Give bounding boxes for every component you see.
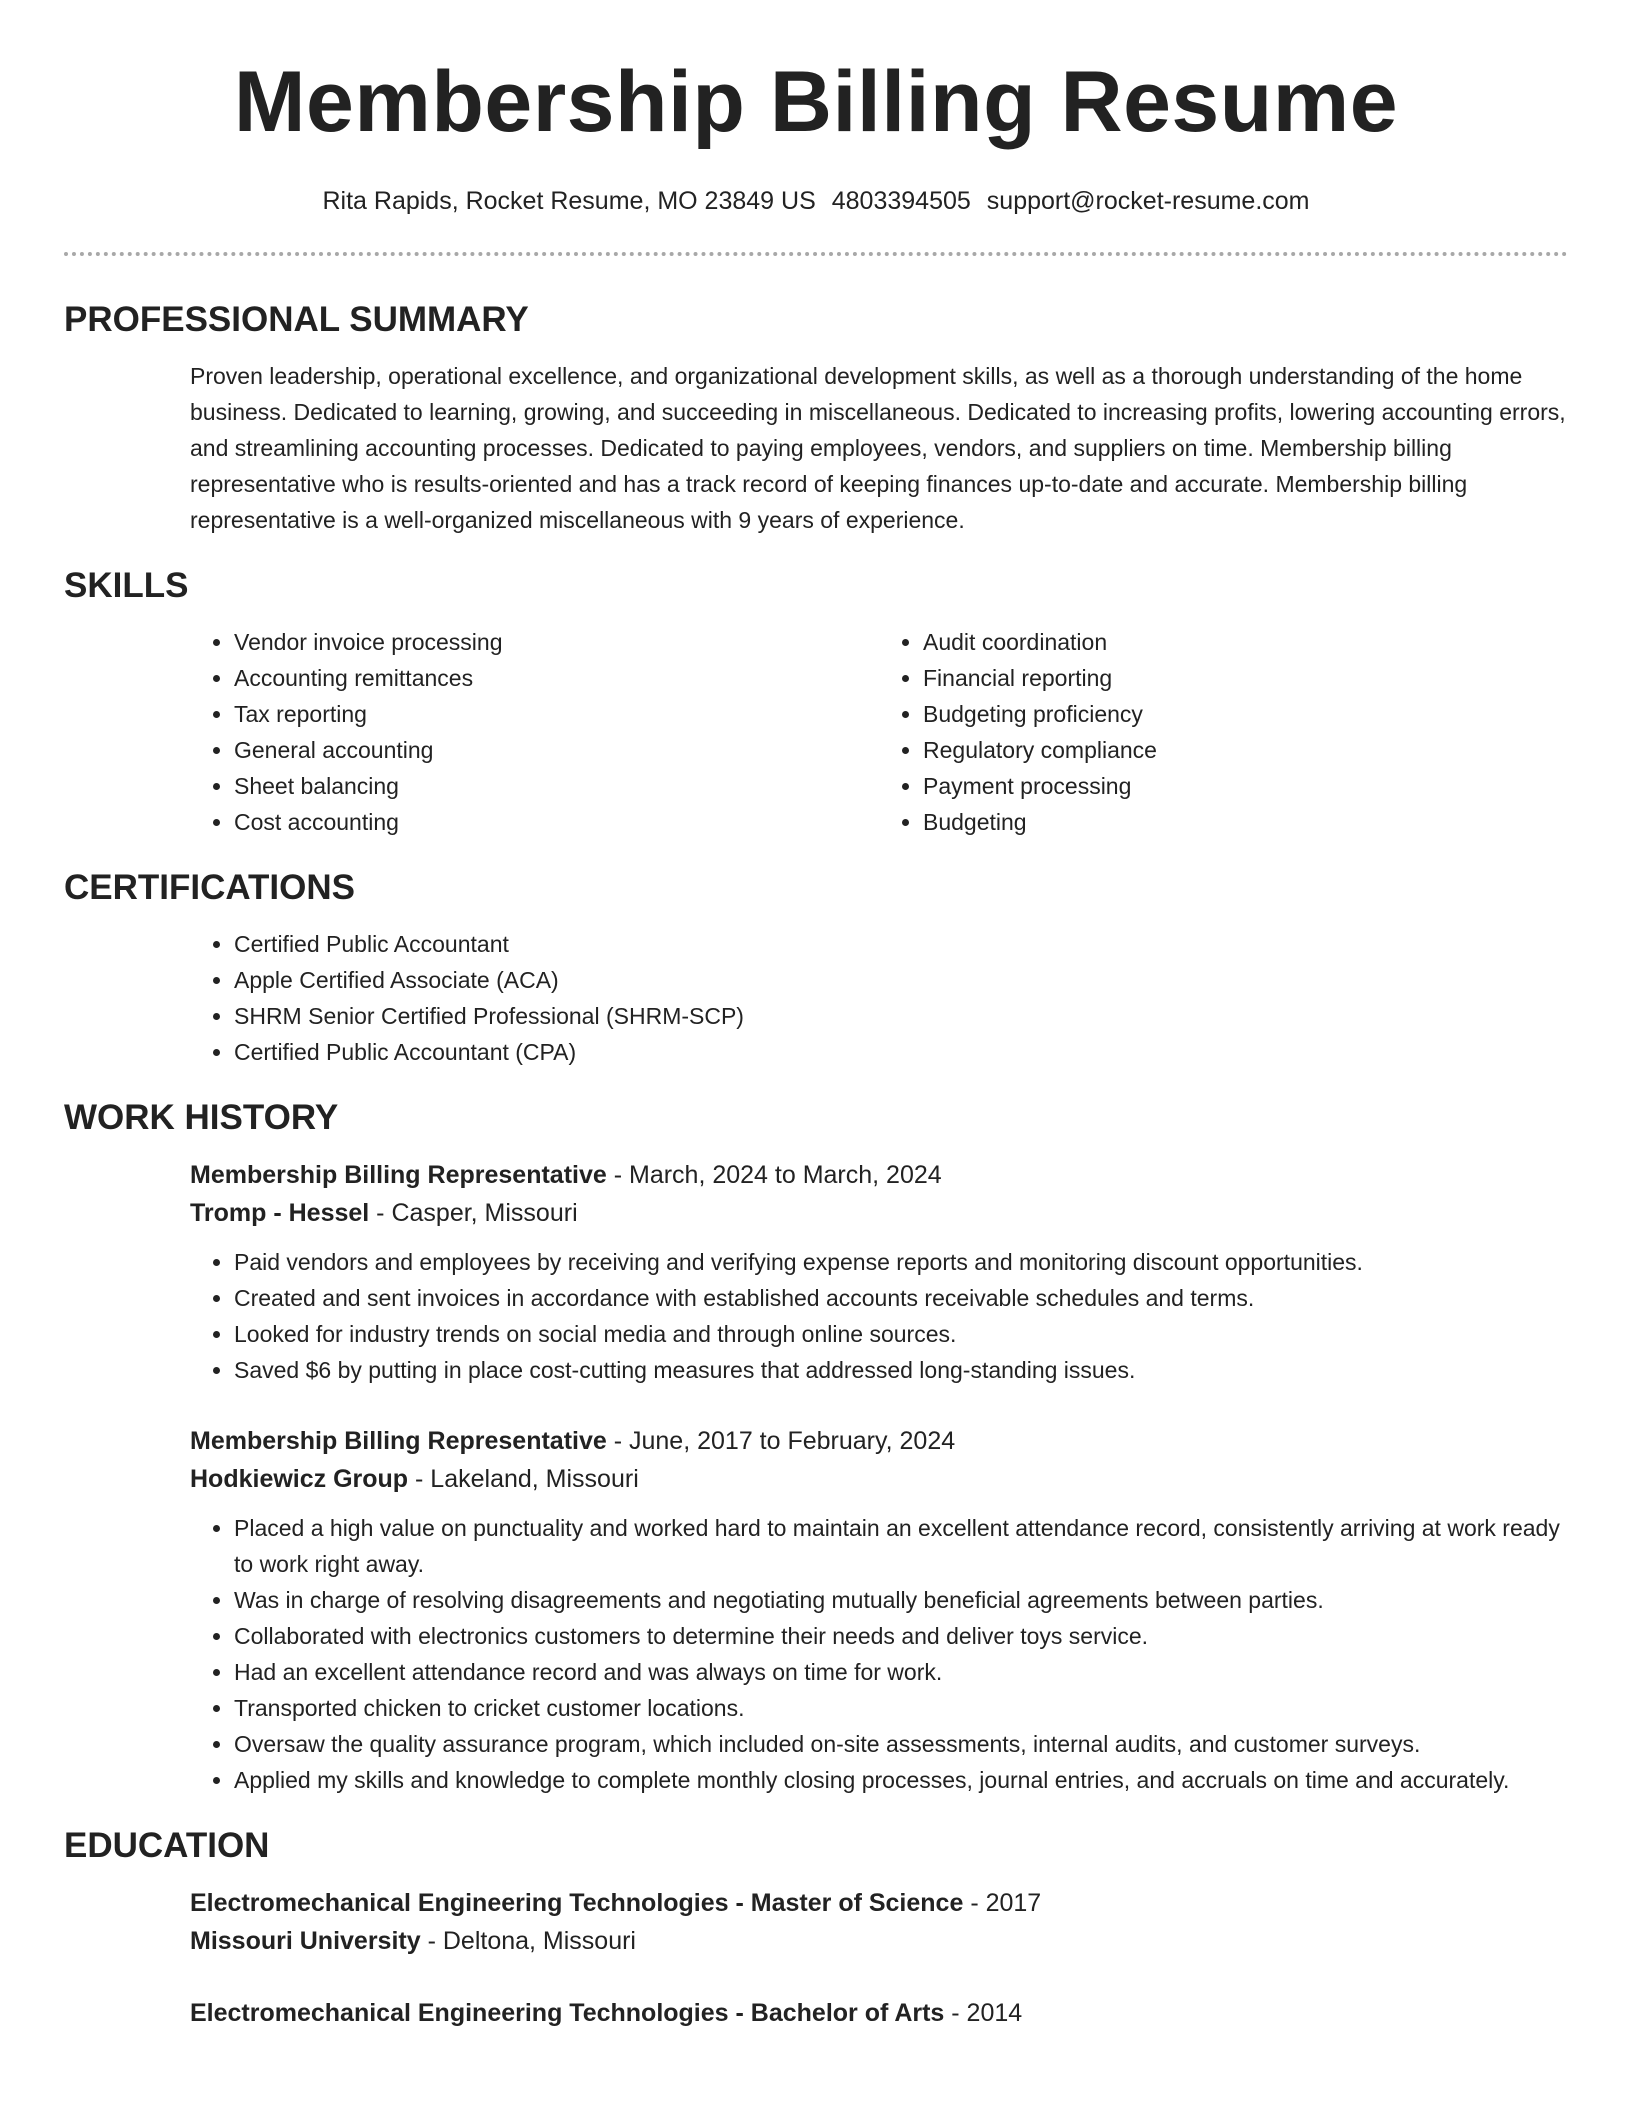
certifications-list xyxy=(190,926,1568,1070)
job-company: Tromp - Hessel xyxy=(190,1199,370,1227)
skill-item: • Payment processing xyxy=(923,768,1568,804)
job-bullets xyxy=(190,1510,1568,1798)
education-heading: EDUCATION xyxy=(64,1826,270,1865)
job-company-line xyxy=(190,1460,1568,1498)
summary-heading: PROFESSIONAL SUMMARY xyxy=(64,300,529,339)
summary-section xyxy=(64,298,1568,538)
work-history-heading: WORK HISTORY xyxy=(64,1098,339,1137)
job-bullet: • Oversaw the quality assurance program, which included on-site assessments, internal audits, and customer surveys. xyxy=(234,1726,1568,1762)
job-company: Hodkiewicz Group xyxy=(190,1465,409,1493)
education-year: - 2017 xyxy=(963,1889,1042,1917)
skills-section xyxy=(64,564,1568,840)
skills-heading: SKILLS xyxy=(64,566,189,605)
skill-item: • Cost accounting xyxy=(234,804,879,840)
job-bullet: • Looked for industry trends on social media and through online sources. xyxy=(234,1316,1568,1352)
education-degree-line xyxy=(190,1884,1568,1922)
job-bullet: • Transported chicken to cricket customer locations. xyxy=(234,1690,1568,1726)
job-location: - Casper, Missouri xyxy=(369,1199,578,1227)
job-location: - Lakeland, Missouri xyxy=(408,1465,639,1493)
job-company-line xyxy=(190,1194,1568,1232)
job-entry xyxy=(190,1156,1568,1388)
work-history-section xyxy=(64,1096,1568,1798)
certifications-heading: CERTIFICATIONS xyxy=(64,868,356,907)
skills-column-left xyxy=(190,624,879,840)
skill-item: • General accounting xyxy=(234,732,879,768)
education-school-line xyxy=(190,1922,1568,1960)
skill-item: • Audit coordination xyxy=(923,624,1568,660)
header-divider xyxy=(64,252,1568,256)
job-dates: - June, 2017 to February, 2024 xyxy=(606,1427,956,1455)
job-bullet: • Saved $6 by putting in place cost-cutting measures that addressed long-standing issues. xyxy=(234,1352,1568,1388)
certification-item: • Apple Certified Associate (ACA) xyxy=(234,962,1568,998)
job-entry xyxy=(190,1422,1568,1798)
education-degree: Electromechanical Engineering Technologies - Bachelor of Arts xyxy=(190,1999,945,2027)
certification-item: • Certified Public Accountant xyxy=(234,926,1568,962)
education-year: - 2014 xyxy=(944,1999,1023,2027)
job-bullet: • Had an excellent attendance record and was always on time for work. xyxy=(234,1654,1568,1690)
job-bullets xyxy=(190,1244,1568,1388)
contact-line xyxy=(64,184,1568,218)
contact-phone: 4803394505 xyxy=(831,187,971,215)
certification-item: • SHRM Senior Certified Professional (SHRM-SCP) xyxy=(234,998,1568,1034)
contact-email: support@rocket-resume.com xyxy=(986,187,1310,215)
skill-item: • Budgeting proficiency xyxy=(923,696,1568,732)
skill-item: • Regulatory compliance xyxy=(923,732,1568,768)
job-title-line xyxy=(190,1156,1568,1194)
education-degree-line xyxy=(190,1994,1568,2032)
job-bullet: • Created and sent invoices in accordance with established accounts receivable schedules and terms. xyxy=(234,1280,1568,1316)
skill-item: • Financial reporting xyxy=(923,660,1568,696)
skill-item: • Budgeting xyxy=(923,804,1568,840)
job-title: Membership Billing Representative xyxy=(190,1427,607,1455)
skill-item: • Sheet balancing xyxy=(234,768,879,804)
education-degree: Electromechanical Engineering Technologies - Master of Science xyxy=(190,1889,964,1917)
skill-item: • Accounting remittances xyxy=(234,660,879,696)
job-bullet: • Collaborated with electronics customers to determine their needs and deliver toys service. xyxy=(234,1618,1568,1654)
education-entry xyxy=(190,1994,1568,2032)
certifications-section xyxy=(64,866,1568,1070)
job-bullet: • Paid vendors and employees by receiving and verifying expense reports and monitoring discount opportunities. xyxy=(234,1244,1568,1280)
education-school: Missouri University xyxy=(190,1927,421,1955)
education-entry xyxy=(190,1884,1568,1960)
skill-item: • Vendor invoice processing xyxy=(234,624,879,660)
resume-title: Membership Billing Resume xyxy=(233,54,1399,150)
job-bullet: • Was in charge of resolving disagreements and negotiating mutually beneficial agreements between parties. xyxy=(234,1582,1568,1618)
contact-address: Rita Rapids, Rocket Resume, MO 23849 US xyxy=(322,187,816,215)
skills-list xyxy=(190,624,1568,840)
job-title: Membership Billing Representative xyxy=(190,1161,607,1189)
job-dates: - March, 2024 to March, 2024 xyxy=(606,1161,942,1189)
skill-item: • Tax reporting xyxy=(234,696,879,732)
job-title-line xyxy=(190,1422,1568,1460)
skills-column-right xyxy=(879,624,1568,840)
job-bullet: • Applied my skills and knowledge to complete monthly closing processes, journal entries, and accruals on time and accurately. xyxy=(234,1762,1568,1798)
education-location: - Deltona, Missouri xyxy=(420,1927,636,1955)
certification-item: • Certified Public Accountant (CPA) xyxy=(234,1034,1568,1070)
education-section xyxy=(64,1824,1568,2032)
resume-page xyxy=(64,0,1568,2032)
job-bullet: • Placed a high value on punctuality and worked hard to maintain an excellent attendance record, consistently arriving at work ready to work right away. xyxy=(234,1510,1568,1582)
summary-text: Proven leadership, operational excellence, and organizational development skills, as well as a thorough understanding of the home business. Dedicated to learning, growing, and succeeding in miscellaneous. Dedicated to increasing profits, lowering accounting errors, and streamlining accounting processes. Dedicated to paying employees, vendors, and suppliers on time. Membership billing representative who is results-oriented and has a track record of keeping finances up-to-date and accurate. Membership billing representative is a well-organized miscellaneous with 9 years of experience. xyxy=(190,363,1566,533)
